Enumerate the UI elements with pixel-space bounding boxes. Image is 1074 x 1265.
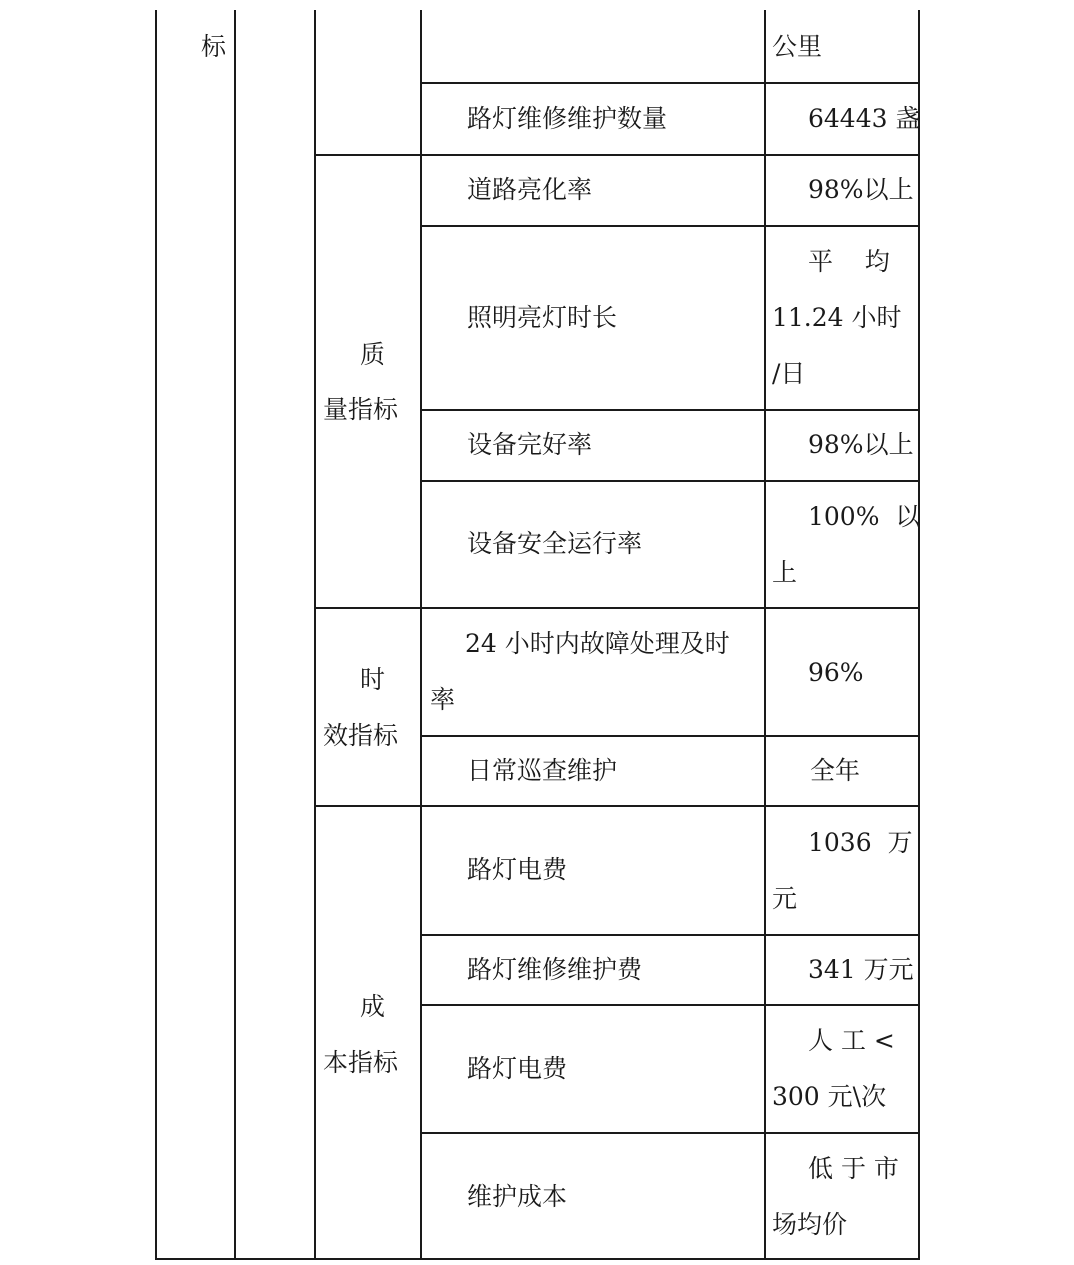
indicator-value: 场均价 — [772, 1210, 848, 1239]
table-border-right — [918, 10, 920, 1260]
indicator-name: 日常巡查维护 — [467, 756, 618, 785]
indicator-value: 人 工 < — [808, 1026, 895, 1055]
indicator-value: 元 — [772, 884, 798, 913]
indicator-name: 路灯维修维护数量 — [467, 104, 668, 133]
indicator-value: 平 均 — [808, 247, 890, 276]
indicator-value: 96% — [808, 658, 864, 687]
indicator-value: 341 万元 — [808, 955, 914, 984]
group-divider — [314, 154, 920, 156]
indicator-name: 率 — [430, 685, 456, 714]
indicator-value: 98%以上 — [808, 430, 914, 459]
row-divider — [420, 225, 920, 227]
row-divider — [420, 82, 920, 84]
indicator-name: 照明亮灯时长 — [467, 303, 618, 332]
indicator-value: 64443 盏 — [808, 104, 921, 133]
group-timeliness-line1: 时 — [360, 665, 386, 694]
indicator-name: 路灯电费 — [467, 1054, 568, 1083]
group-cost-line2: 本指标 — [323, 1048, 399, 1077]
row-divider — [420, 735, 920, 737]
table-border-bottom — [155, 1258, 920, 1260]
group-divider — [314, 805, 920, 807]
group-cost-line1: 成 — [360, 992, 386, 1021]
indicator-name: 路灯电费 — [467, 855, 568, 884]
indicator-value: 上 — [772, 558, 798, 587]
table-border-left — [155, 10, 157, 1260]
indicator-value: 100% 以 — [808, 502, 921, 531]
indicator-value: 1036 万 — [808, 828, 913, 857]
row-divider — [420, 934, 920, 936]
level-1-label: 标 — [201, 32, 227, 61]
indicator-value: 低 于 市 — [808, 1154, 899, 1183]
row-divider — [420, 1132, 920, 1134]
indicator-value: 11.24 小时 — [772, 303, 902, 332]
indicator-name: 24 小时内故障处理及时 — [465, 629, 730, 658]
column-divider-4 — [764, 10, 766, 1260]
indicator-name: 设备完好率 — [467, 430, 593, 459]
column-divider-1 — [234, 10, 236, 1260]
indicator-name: 道路亮化率 — [467, 175, 593, 204]
group-quality-line2: 量指标 — [323, 395, 399, 424]
indicator-name: 维护成本 — [467, 1182, 568, 1211]
indicator-value: 公里 — [772, 32, 823, 61]
column-divider-2 — [314, 10, 316, 1260]
group-quality-line1: 质 — [360, 340, 386, 369]
row-divider — [420, 409, 920, 411]
row-divider — [420, 1004, 920, 1006]
column-divider-3 — [420, 10, 422, 1260]
indicator-name: 路灯维修维护费 — [467, 955, 643, 984]
row-divider — [420, 480, 920, 482]
group-divider — [314, 607, 920, 609]
group-timeliness-line2: 效指标 — [323, 721, 399, 750]
indicator-value: /日 — [772, 359, 806, 388]
indicator-name: 设备安全运行率 — [467, 529, 643, 558]
indicator-value: 98%以上 — [808, 175, 914, 204]
indicator-value: 全年 — [810, 756, 861, 785]
indicator-value: 300 元\次 — [772, 1082, 887, 1111]
